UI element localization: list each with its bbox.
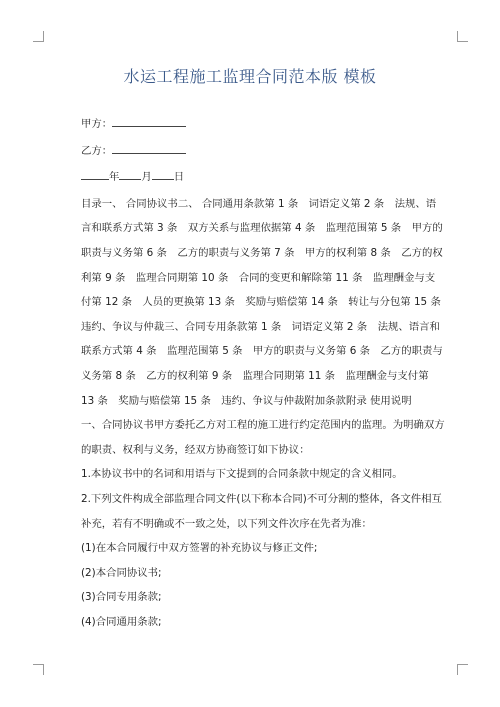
list-item: (4)合同通用条款;: [81, 615, 162, 628]
day-blank[interactable]: [152, 167, 174, 180]
page-corner-mark-bottom-right: [457, 664, 468, 675]
party-a-label: 甲方：: [81, 118, 113, 130]
month-blank[interactable]: [119, 167, 141, 180]
paragraph-agreement-intro: 一、合同协议书甲方委托乙方对工程的施工进行约定范围内的监理。为明确双方的职责、权利与义务，经双方协商签订如下协议：: [81, 419, 445, 456]
party-a-blank[interactable]: [112, 114, 186, 127]
party-b-label: 乙方：: [81, 144, 113, 157]
table-of-contents: 目录一、 合同协议书二、 合同通用条款第 1 条 词语定义第 2 条 法规、语言和联系方式第 3 条 双方关系与监理依据第 4 条 监理范围第 5 条 甲方的职责与义务第 6 条 乙方的职责与义务第 7 条 甲方的权利第 8 条 乙方的权利第 9 条 监理合同期第 10 条 合同的变更和解除第 11 条 监理酬金与支付第 12 条 人员的更换第 13 条 奖励与赔偿第 14 条 转让与分包第 15 条 违约、争议与仲裁三、合同专用条款第 1 条 词语定义第 2 条 法规、语言和联系方式第 4 条 监理范围第 5 条 甲方的职责与义务第 6 条 乙方的职责与义务第 8 条 乙方的权利第 9 条 监理合同期第 11 条 监理酬金与支付第 13 条 奖励与赔偿第 15 条 违约、争议与仲裁附加条款附录 使用说明: [81, 197, 452, 407]
paragraph-clause-2: 2.下列文件构成全部监理合同文件(以下称本合同)不可分割的整体，各文件相互补充，若有不明确或不一致之处，以下列文件次序在先者为准：: [81, 492, 442, 530]
year-label: 年: [109, 171, 120, 184]
date-line: [60, 165, 445, 190]
party-a-line: [60, 112, 445, 137]
party-b-blank[interactable]: [112, 141, 186, 154]
page-corner-mark-top-right: [457, 31, 468, 42]
year-blank[interactable]: [81, 167, 109, 180]
document-title: 水运工程施工监理合同范本版 模板: [123, 67, 377, 86]
list-item: (2)本合同协议书;: [81, 566, 162, 579]
page-corner-mark-bottom-left: [33, 664, 44, 675]
paragraph-clause-1: 1.本协议书中的名词和用语与下文提到的合同条款中规定的含义相同。: [81, 468, 403, 481]
day-label: 日: [173, 171, 185, 184]
month-label: 月: [141, 171, 152, 184]
document-body: [60, 112, 452, 634]
list-item: (3)合同专用条款;: [81, 591, 162, 604]
list-item: (1)在本合同履行中双方签署的补充协议与修正文件;: [81, 542, 318, 555]
page-corner-mark-top-left: [33, 31, 44, 42]
party-b-line: [60, 139, 445, 164]
